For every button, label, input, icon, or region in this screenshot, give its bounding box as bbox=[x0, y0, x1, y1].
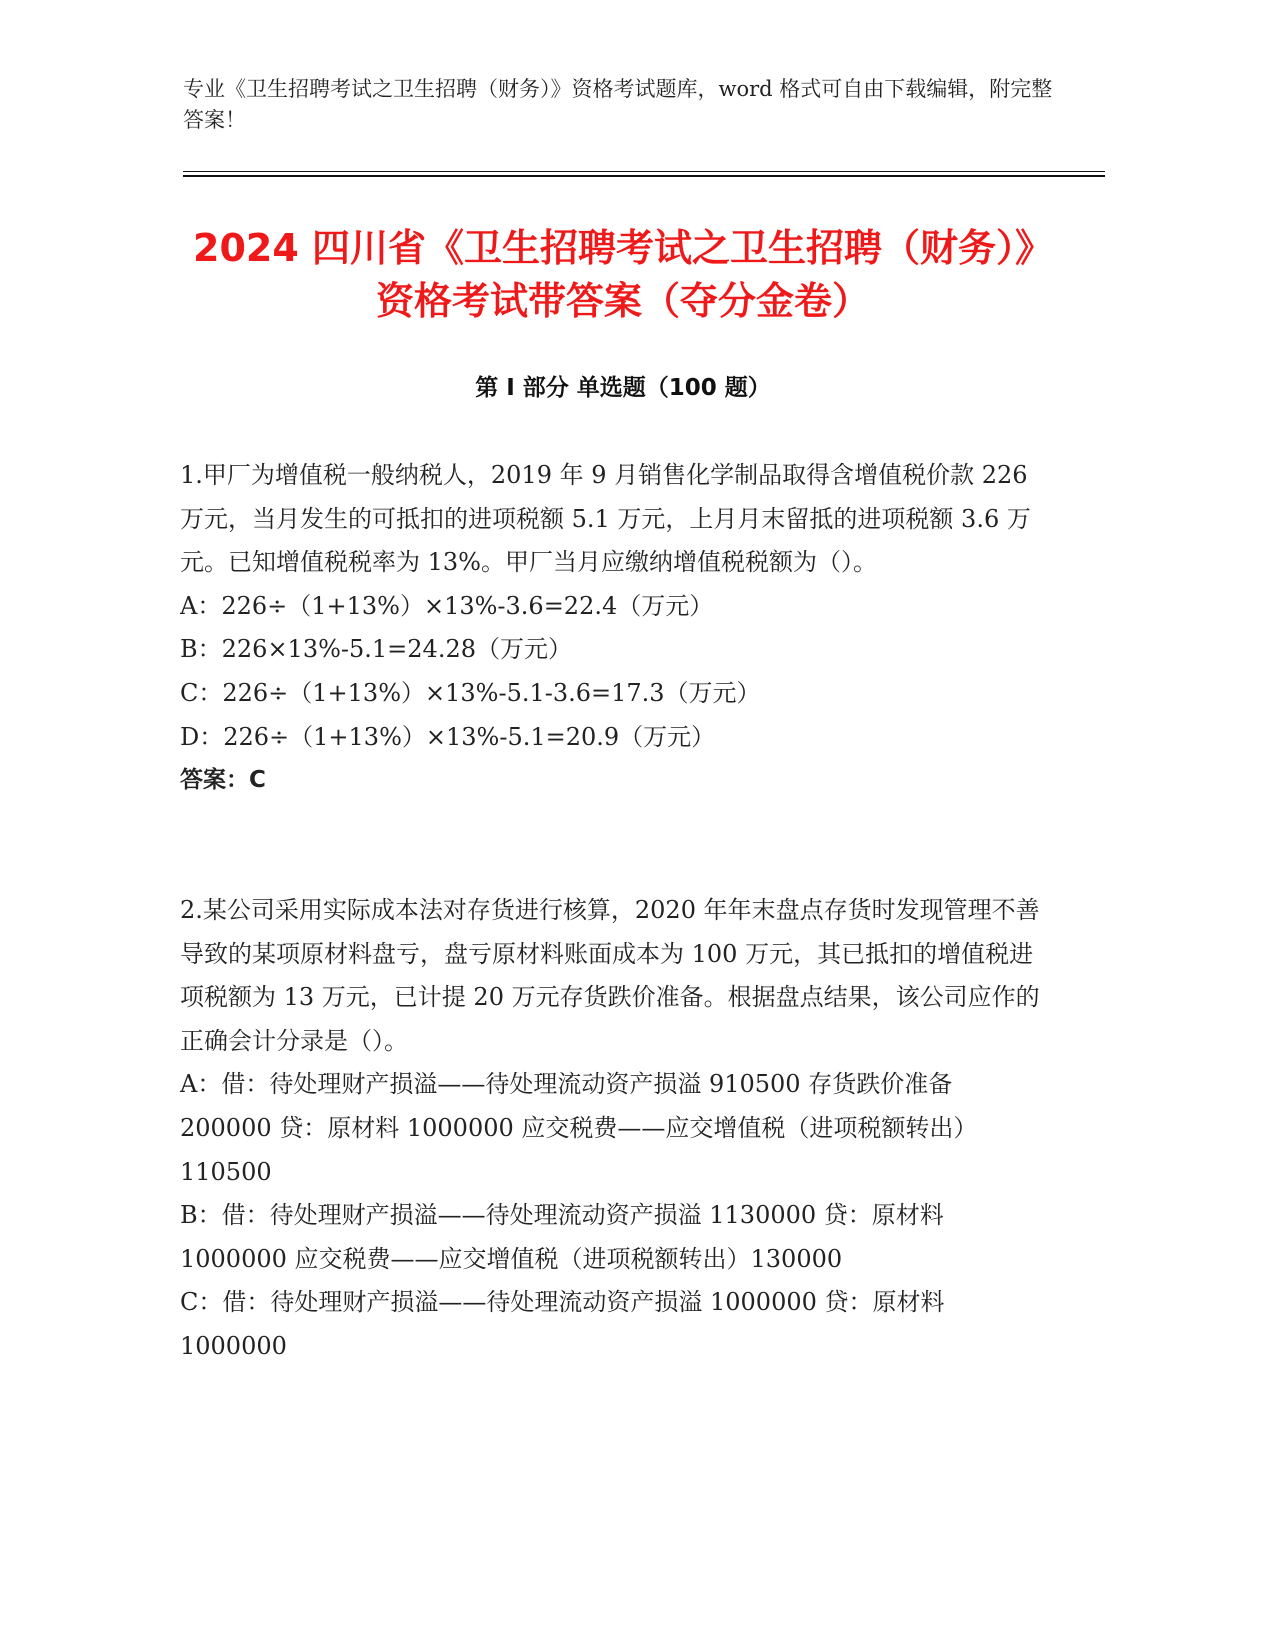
header-note: 专业《卫生招聘考试之卫生招聘（财务）》资格考试题库，word 格式可自由下载编辑，附完整答案！ bbox=[183, 77, 1053, 132]
option-c: C：借：待处理财产损溢——待处理流动资产损溢 1000000 贷：原材料 1000000 bbox=[180, 1288, 945, 1360]
document-title: 2024 四川省《卫生招聘考试之卫生招聘（财务）》资格考试带答案（夺分金卷） bbox=[193, 226, 1053, 323]
question-answer: 答案：C bbox=[180, 767, 266, 794]
header-rule-thin bbox=[183, 171, 1105, 172]
section-title: 第 I 部分 单选题（100 题） bbox=[475, 375, 771, 401]
option-b: B：226×13%-5.1=24.28（万元） bbox=[180, 635, 572, 664]
option-d: D：226÷（1+13%）×13%-5.1=20.9（万元） bbox=[180, 722, 716, 751]
question-2 bbox=[180, 889, 1045, 1369]
option-a: A：借：待处理财产损溢——待处理流动资产损溢 910500 存货跌价准备 200000 贷：原材料 1000000 应交税费——应交增值税（进项税额转出）110500 bbox=[180, 1070, 978, 1186]
option-c: C：226÷（1+13%）×13%-5.1-3.6=17.3（万元） bbox=[180, 678, 761, 707]
option-a: A：226÷（1+13%）×13%-3.6=22.4（万元） bbox=[180, 591, 714, 620]
question-stem: 2.某公司采用实际成本法对存货进行核算，2020 年年末盘点存货时发现管理不善导致的某项原材料盘亏，盘亏原材料账面成本为 100 万元，其已抵扣的增值税进项税额为 13 万元，已计提 20 万元存货跌价准备。根据盘点结果，该公司应作的正确会计分录是（）。 bbox=[180, 896, 1040, 1055]
header-rule-thick bbox=[183, 175, 1105, 177]
question-stem: 1.甲厂为增值税一般纳税人，2019 年 9 月销售化学制品取得含增值税价款 226 万元，当月发生的可抵扣的进项税额 5.1 万元，上月月末留抵的进项税额 3.6 万元。已知增值税税率为 13%。甲厂当月应缴纳增值税税额为（）。 bbox=[180, 461, 1031, 577]
question-1 bbox=[180, 454, 1045, 803]
option-b: B：借：待处理财产损溢——待处理流动资产损溢 1130000 贷：原材料 1000000 应交税费——应交增值税（进项税额转出）130000 bbox=[180, 1201, 944, 1273]
